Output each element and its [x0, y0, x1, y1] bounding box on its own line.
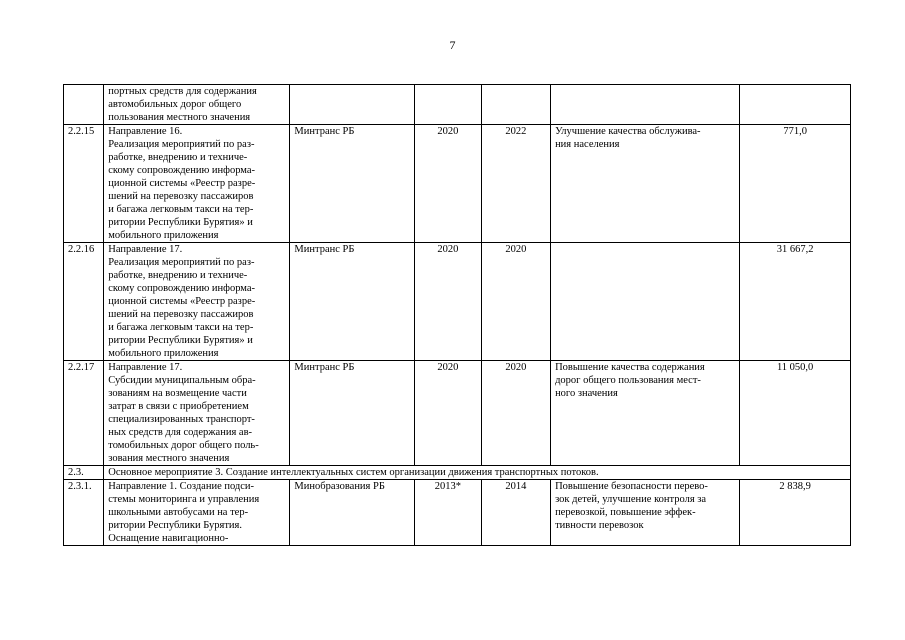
measure-name-line: специализированных транспорт- — [108, 414, 255, 425]
measure-name-line: и багажа легковым такси на тер- — [108, 322, 254, 333]
measure-name — [104, 243, 290, 361]
measure-name-line: и багажа легковым такси на тер- — [108, 204, 254, 215]
measure-name-line: Направление 17. — [108, 362, 183, 373]
row-number: 2.2.16 — [64, 243, 104, 361]
measure-name-line: ционной системы «Реестр разре- — [108, 296, 256, 307]
table-row — [64, 85, 851, 125]
measure-name-line: скому сопровождению информа- — [108, 283, 256, 294]
measure-name-line: Субсидии муниципальным обра- — [108, 375, 256, 386]
table-row — [64, 125, 851, 243]
funding-amount: 2 838,9 — [740, 480, 851, 546]
expected-result-line: ного значения — [555, 388, 618, 399]
executor: Минтранс РБ — [290, 125, 415, 243]
measure-name-line: Оснащение навигационно- — [108, 533, 229, 544]
measure-name-line: скому сопровождению информа- — [108, 165, 256, 176]
expected-result — [551, 125, 740, 243]
end-year — [481, 85, 550, 125]
funding-amount: 771,0 — [740, 125, 851, 243]
measure-name — [104, 480, 290, 546]
start-year: 2020 — [415, 243, 481, 361]
end-year: 2020 — [481, 361, 550, 466]
measure-name-line: ционной системы «Реестр разре- — [108, 178, 256, 189]
funding-amount: 31 667,2 — [740, 243, 851, 361]
funding-amount: 11 050,0 — [740, 361, 851, 466]
measure-name — [104, 125, 290, 243]
end-year: 2014 — [481, 480, 550, 546]
start-year: 2013* — [415, 480, 481, 546]
row-number: 2.2.15 — [64, 125, 104, 243]
expected-result — [551, 243, 740, 361]
expected-result-line: перевозкой, повышение эффек- — [555, 507, 696, 518]
end-year: 2022 — [481, 125, 550, 243]
row-number: 2.3.1. — [64, 480, 104, 546]
section-title: Основное мероприятие 3. Создание интеллектуальных систем организации движения транспортных потоков. — [104, 466, 851, 480]
measure-name-line: автомобильных дорог общего — [108, 99, 242, 110]
expected-result-line: Улучшение качества обслужива- — [555, 126, 701, 137]
row-number — [64, 85, 104, 125]
expected-result-line: зок детей, улучшение контроля за — [555, 494, 707, 505]
measure-name-line: шений на перевозку пассажиров — [108, 309, 254, 320]
expected-result-line: дорог общего пользования мест- — [555, 375, 701, 386]
expected-result-line: Повышение безопасности перево- — [555, 481, 708, 492]
measure-name-line: Направление 1. Создание подси- — [108, 481, 255, 492]
table-row — [64, 480, 851, 546]
start-year: 2020 — [415, 125, 481, 243]
measure-name-line: зования местного значения — [108, 453, 230, 464]
expected-result — [551, 361, 740, 466]
measure-name-line: ритории Республики Бурятия. — [108, 520, 242, 531]
expected-result-line: ния населения — [555, 139, 620, 150]
section-row — [64, 466, 851, 480]
start-year — [415, 85, 481, 125]
measure-name-line: мобильного приложения — [108, 348, 219, 359]
measure-name-line: Реализация мероприятий по раз- — [108, 139, 255, 150]
measure-name-line: стемы мониторинга и управления — [108, 494, 260, 505]
executor: Минобразования РБ — [290, 480, 415, 546]
measure-name — [104, 361, 290, 466]
measure-name-line: томобильных дорог общего поль- — [108, 440, 259, 451]
measure-name-line: Направление 16. — [108, 126, 183, 137]
measure-name-line: школьными автобусами на тер- — [108, 507, 249, 518]
page-number: 7 — [449, 38, 456, 52]
executor — [290, 85, 415, 125]
end-year: 2020 — [481, 243, 550, 361]
expected-result — [551, 85, 740, 125]
section-number: 2.3. — [64, 466, 104, 480]
measure-name-line: затрат в связи с приобретением — [108, 401, 249, 412]
measure-name-line: Направление 17. — [108, 244, 183, 255]
measure-name-line: портных средств для содержания — [108, 86, 257, 97]
row-number: 2.2.17 — [64, 361, 104, 466]
expected-result-line: тивности перевозок — [555, 520, 644, 531]
funding-amount — [740, 85, 851, 125]
executor: Минтранс РБ — [290, 361, 415, 466]
measure-name-line: ритории Республики Бурятия» и — [108, 217, 253, 228]
measure-name-line: Реализация мероприятий по раз- — [108, 257, 255, 268]
measure-name-line: зованиям на возмещение части — [108, 388, 247, 399]
measure-name-line: работке, внедрению и техниче- — [108, 152, 248, 163]
measure-name-line: работке, внедрению и техниче- — [108, 270, 248, 281]
executor: Минтранс РБ — [290, 243, 415, 361]
measure-name-line: ных средств для содержания ав- — [108, 427, 253, 438]
expected-result-line: Повышение качества содержания — [555, 362, 705, 373]
measure-name-line: пользования местного значения — [108, 112, 251, 123]
table-row — [64, 361, 851, 466]
table-row — [64, 243, 851, 361]
measure-name-line: шений на перевозку пассажиров — [108, 191, 254, 202]
measure-name-line: ритории Республики Бурятия» и — [108, 335, 253, 346]
program-table — [63, 84, 851, 546]
measure-name — [104, 85, 290, 125]
start-year: 2020 — [415, 361, 481, 466]
measure-name-line: мобильного приложения — [108, 230, 219, 241]
expected-result — [551, 480, 740, 546]
